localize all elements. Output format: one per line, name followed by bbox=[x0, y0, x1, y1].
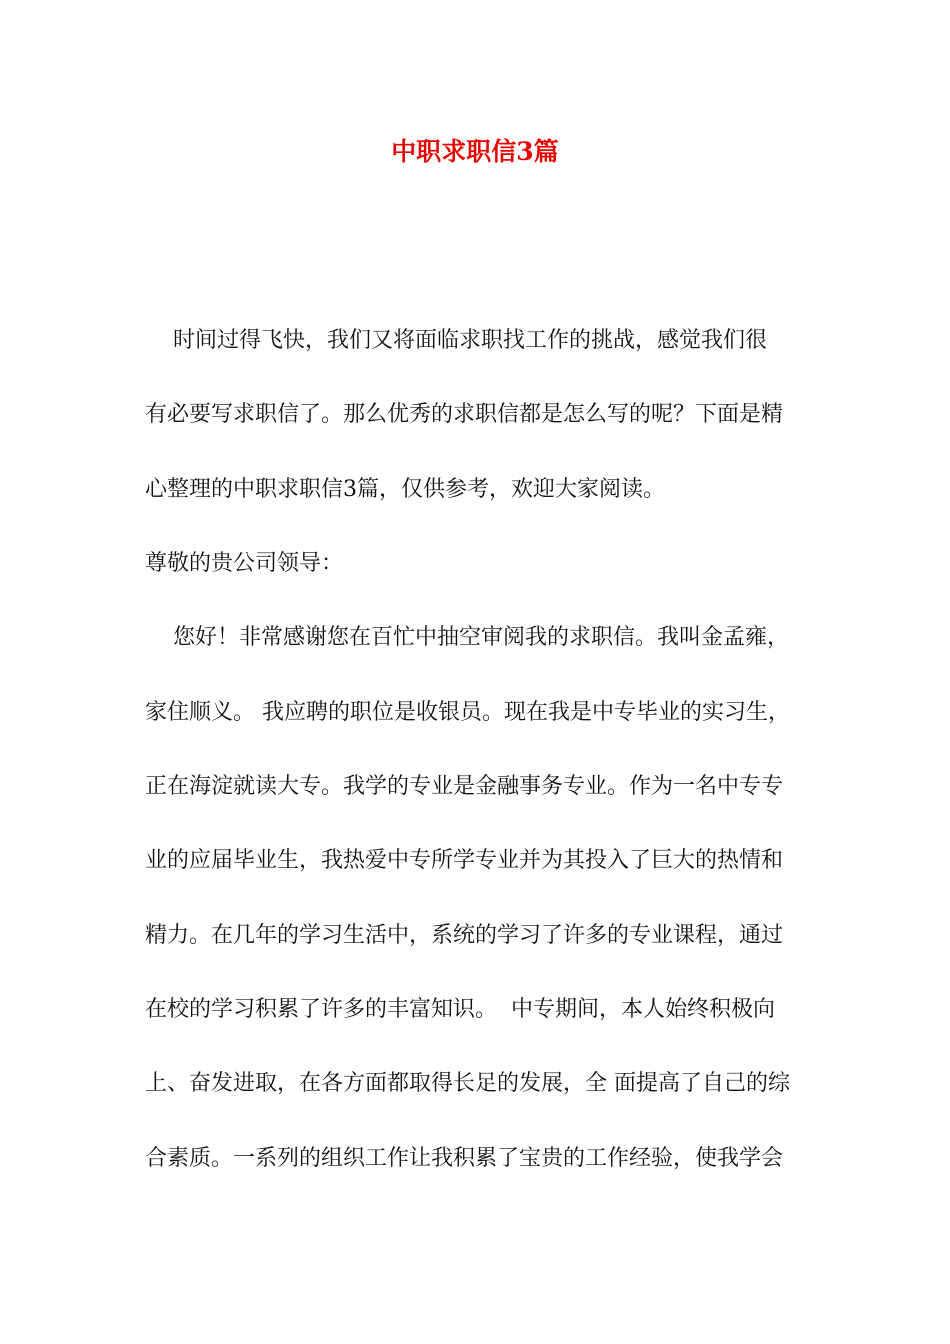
document-title: 中职求职信3篇 bbox=[391, 137, 559, 166]
body-line: 在校的学习积累了许多的丰富知识。 中专期间，本人始终积极向 bbox=[145, 997, 775, 1022]
body-line: 家住顺义。 我应聘的职位是收银员。现在我是中专毕业的实习生， bbox=[145, 700, 790, 725]
body-line: 精力。在几年的学习生活中，系统的学习了许多的专业课程，通过 bbox=[145, 923, 784, 948]
body-line: 时间过得飞快，我们又将面临求职找工作的挑战，感觉我们很 bbox=[145, 328, 767, 353]
salutation-line: 尊敬的贵公司领导： bbox=[145, 551, 344, 576]
body-line: 合素质。一系列的组织工作让我积累了宝贵的工作经验，使我学会 bbox=[145, 1146, 784, 1171]
body-line: 您好！非常感谢您在百忙中抽空审阅我的求职信。我叫金孟雍， bbox=[145, 625, 789, 650]
body-line: 上、奋发进取，在各方面都取得长足的发展，全 面提高了自己的综 bbox=[145, 1071, 790, 1096]
body-line: 有必要写求职信了。那么优秀的求职信都是怎么写的呢？下面是精 bbox=[145, 402, 784, 427]
body-line: 正在海淀就读大专。我学的专业是金融事务专业。作为一名中专专 bbox=[145, 774, 784, 799]
body-line: 心整理的中职求职信3篇，仅供参考，欢迎大家阅读。 bbox=[145, 477, 665, 502]
body-line: 业的应届毕业生，我热爱中专所学专业并为其投入了巨大的热情和 bbox=[145, 848, 784, 873]
